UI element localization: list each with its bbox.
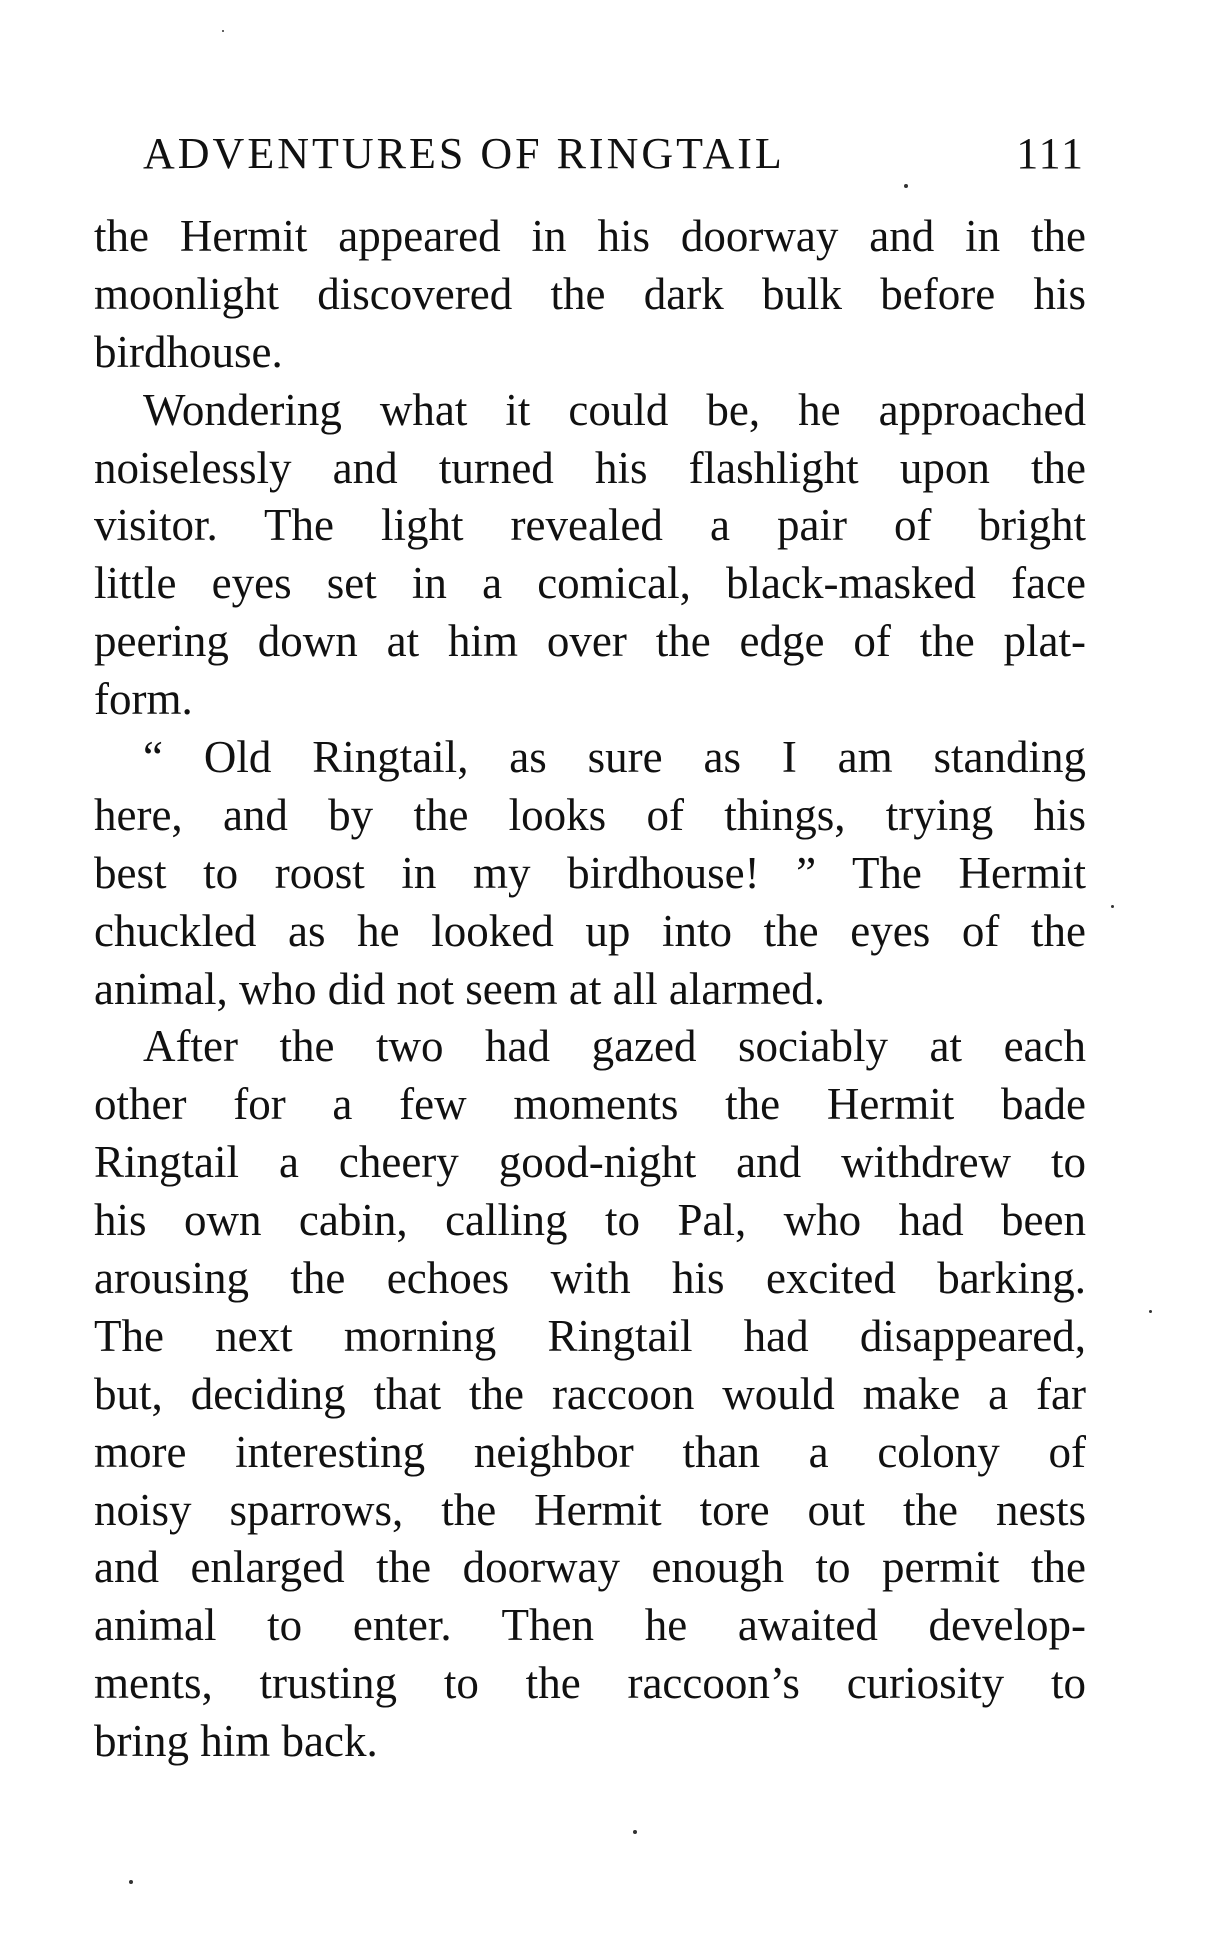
text-line: “ Old Ringtail, as sure as I am standing (143, 732, 1086, 783)
scan-speck (633, 1830, 637, 1834)
text-line: chuckled as he looked up into the eyes of the (94, 905, 1086, 956)
text-line: animal, who did not seem at all alarmed. (94, 963, 826, 1014)
text-line: best to roost in my birdhouse! ” The Hermit (94, 847, 1086, 898)
text-line: ments, trusting to the raccoon’s curiosity to (94, 1658, 1086, 1709)
text-line: animal to enter. Then he awaited develop- (94, 1600, 1086, 1651)
body-text (94, 208, 1086, 1771)
text-line: noisy sparrows, the Hermit tore out the nests (94, 1484, 1086, 1535)
text-line: his own cabin, calling to Pal, who had been (94, 1195, 1086, 1246)
page-number: 111 (1016, 129, 1085, 178)
text-line: more interesting neighbor than a colony of (94, 1426, 1086, 1477)
text-line: After the two had gazed sociably at each (143, 1021, 1086, 1072)
scan-speck (222, 30, 224, 32)
scan-speck (1111, 905, 1114, 908)
text-line: little eyes set in a comical, black-masked face (94, 558, 1086, 609)
text-line: arousing the echoes with his excited barking. (94, 1253, 1086, 1304)
running-head (143, 128, 1085, 188)
text-line: and enlarged the doorway enough to permit the (94, 1542, 1086, 1593)
text-line: noiselessly and turned his flashlight upon the (94, 442, 1086, 493)
text-line: here, and by the looks of things, trying his (94, 789, 1086, 840)
text-line: birdhouse. (94, 326, 283, 377)
text-line: bring him back. (94, 1716, 378, 1767)
running-title: ADVENTURES OF RINGTAIL (143, 129, 785, 178)
scan-speck (129, 1880, 133, 1884)
scan-speck (904, 184, 908, 188)
text-line: but, deciding that the raccoon would make a far (94, 1368, 1086, 1419)
text-line: form. (94, 674, 193, 725)
scan-speck (1149, 1310, 1152, 1313)
text-line: Wondering what it could be, he approached (143, 384, 1086, 435)
text-line: peering down at him over the edge of the plat- (94, 616, 1086, 667)
text-line: visitor. The light revealed a pair of bright (94, 500, 1086, 551)
text-line: Ringtail a cheery good-night and withdrew to (94, 1137, 1086, 1188)
text-line: The next morning Ringtail had disappeared, (94, 1310, 1086, 1361)
text-line: the Hermit appeared in his doorway and in the (94, 211, 1086, 261)
text-line: other for a few moments the Hermit bade (94, 1079, 1086, 1130)
text-line: moonlight discovered the dark bulk before his (94, 268, 1086, 319)
